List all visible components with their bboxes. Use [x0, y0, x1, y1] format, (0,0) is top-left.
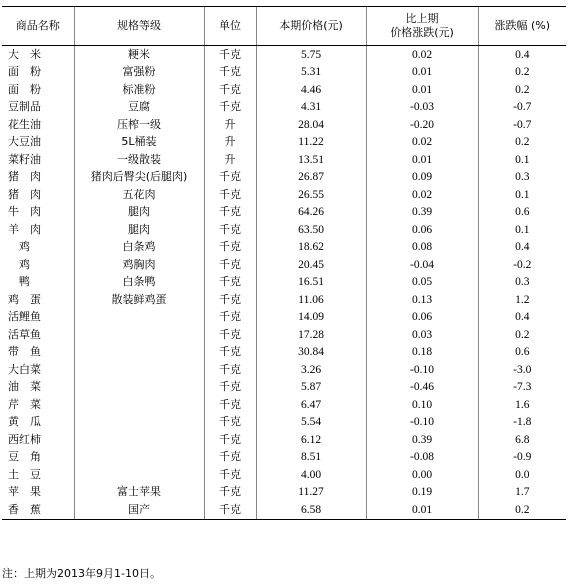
cell-change: 0.39: [366, 204, 478, 222]
cell-name: 鸡: [8, 257, 30, 271]
table-row: [2, 414, 566, 432]
cell-price: 63.50: [256, 221, 366, 239]
cell-unit: 千克: [204, 344, 256, 362]
cell-grade: 豆腐: [74, 99, 204, 117]
cell-name: 带 鱼: [8, 345, 41, 359]
cell-change: 0.39: [366, 431, 478, 449]
cell-name: 土 豆: [8, 467, 41, 481]
cell-pct: 6.8: [478, 431, 566, 449]
cell-name: 油 菜: [8, 380, 41, 394]
cell-change: 0.08: [366, 239, 478, 257]
table-row: [2, 221, 566, 239]
cell-change: -0.10: [366, 414, 478, 432]
cell-change: 0.06: [366, 221, 478, 239]
header-change-line2: 价格涨跌(元): [390, 26, 454, 39]
cell-grade: [74, 379, 204, 397]
cell-pct: -3.0: [478, 361, 566, 379]
cell-unit: 千克: [204, 64, 256, 82]
cell-price: 26.55: [256, 186, 366, 204]
cell-price: 13.51: [256, 151, 366, 169]
table-row: [2, 466, 566, 484]
table-row: [2, 256, 566, 274]
cell-unit: 千克: [204, 291, 256, 309]
table-row: [2, 326, 566, 344]
cell-price: 6.58: [256, 501, 366, 519]
cell-name: 鸡: [8, 240, 30, 254]
table-row: [2, 484, 566, 502]
cell-name: 面 粉: [8, 65, 41, 79]
cell-change: 0.01: [366, 81, 478, 99]
header-grade: 规格等级: [74, 7, 204, 46]
cell-name: 菜籽油: [8, 152, 41, 166]
cell-pct: 0.1: [478, 221, 566, 239]
header-pct: 涨跌幅 (%): [478, 7, 566, 46]
cell-price: 11.22: [256, 134, 366, 152]
price-table: [2, 6, 566, 520]
cell-price: 4.00: [256, 466, 366, 484]
cell-change: -0.04: [366, 256, 478, 274]
cell-unit: 千克: [204, 326, 256, 344]
cell-unit: 千克: [204, 484, 256, 502]
cell-price: 11.27: [256, 484, 366, 502]
cell-unit: 千克: [204, 239, 256, 257]
cell-change: 0.18: [366, 344, 478, 362]
cell-name: 花生油: [8, 117, 41, 131]
cell-price: 14.09: [256, 309, 366, 327]
header-change: [366, 7, 478, 46]
cell-change: -0.08: [366, 449, 478, 467]
cell-price: 16.51: [256, 274, 366, 292]
header-price: 本期价格(元): [256, 7, 366, 46]
cell-grade: 白条鸭: [74, 274, 204, 292]
cell-grade: [74, 414, 204, 432]
cell-unit: 千克: [204, 396, 256, 414]
cell-name: 猪 肉: [8, 170, 41, 184]
cell-price: 4.46: [256, 81, 366, 99]
cell-name: 黄 瓜: [8, 415, 41, 429]
header-change-line1: 比上期: [405, 12, 439, 25]
cell-name: 猪 肉: [8, 187, 41, 201]
cell-name: 大白菜: [8, 362, 41, 376]
cell-pct: 0.6: [478, 344, 566, 362]
table-row: [2, 204, 566, 222]
cell-grade: 5L桶装: [74, 134, 204, 152]
cell-unit: 千克: [204, 361, 256, 379]
table-row: [2, 169, 566, 187]
cell-unit: 升: [204, 116, 256, 134]
cell-pct: 0.2: [478, 81, 566, 99]
cell-price: 5.54: [256, 414, 366, 432]
cell-grade: [74, 344, 204, 362]
table-row: [2, 134, 566, 152]
cell-price: 8.51: [256, 449, 366, 467]
cell-unit: 千克: [204, 46, 256, 64]
cell-grade: [74, 309, 204, 327]
table-row: [2, 291, 566, 309]
table-row: [2, 361, 566, 379]
cell-pct: 0.4: [478, 309, 566, 327]
cell-price: 5.31: [256, 64, 366, 82]
cell-price: 5.87: [256, 379, 366, 397]
cell-pct: 1.2: [478, 291, 566, 309]
table-header-row: [2, 7, 566, 46]
cell-name: 面 粉: [8, 82, 41, 96]
cell-change: 0.13: [366, 291, 478, 309]
cell-grade: [74, 396, 204, 414]
cell-pct: 0.0: [478, 466, 566, 484]
cell-name: 苹 果: [8, 485, 41, 499]
cell-name: 羊 肉: [8, 222, 41, 236]
table-row: [2, 344, 566, 362]
cell-unit: 千克: [204, 256, 256, 274]
cell-price: 3.26: [256, 361, 366, 379]
cell-unit: 千克: [204, 466, 256, 484]
cell-pct: 0.4: [478, 46, 566, 64]
cell-grade: 国产: [74, 501, 204, 519]
cell-name: 鸭: [8, 275, 30, 289]
cell-name: 活草鱼: [8, 327, 41, 341]
cell-unit: 千克: [204, 309, 256, 327]
cell-change: -0.03: [366, 99, 478, 117]
cell-change: -0.10: [366, 361, 478, 379]
cell-change: 0.19: [366, 484, 478, 502]
cell-name: 芹 菜: [8, 397, 41, 411]
cell-unit: 千克: [204, 379, 256, 397]
table-row: [2, 151, 566, 169]
cell-unit: 千克: [204, 204, 256, 222]
cell-unit: 千克: [204, 186, 256, 204]
table-row: [2, 501, 566, 519]
cell-unit: 千克: [204, 414, 256, 432]
cell-grade: 白条鸡: [74, 239, 204, 257]
cell-pct: 0.3: [478, 169, 566, 187]
cell-price: 28.04: [256, 116, 366, 134]
cell-price: 6.12: [256, 431, 366, 449]
cell-pct: 0.4: [478, 239, 566, 257]
cell-change: 0.01: [366, 151, 478, 169]
cell-price: 30.84: [256, 344, 366, 362]
cell-price: 17.28: [256, 326, 366, 344]
cell-unit: 千克: [204, 449, 256, 467]
cell-unit: 升: [204, 151, 256, 169]
cell-price: 26.87: [256, 169, 366, 187]
table-body: [2, 46, 566, 520]
cell-name: 豆 角: [8, 450, 41, 464]
cell-pct: 0.2: [478, 64, 566, 82]
cell-unit: 千克: [204, 274, 256, 292]
cell-change: 0.10: [366, 396, 478, 414]
cell-pct: 1.7: [478, 484, 566, 502]
table-row: [2, 81, 566, 99]
cell-grade: 富强粉: [74, 64, 204, 82]
cell-name: 鸡 蛋: [8, 292, 41, 306]
cell-pct: 1.6: [478, 396, 566, 414]
cell-change: 0.02: [366, 186, 478, 204]
table-row: [2, 449, 566, 467]
cell-pct: 0.1: [478, 186, 566, 204]
cell-price: 5.75: [256, 46, 366, 64]
cell-pct: 0.2: [478, 134, 566, 152]
cell-grade: 腿肉: [74, 221, 204, 239]
cell-grade: 散装鲜鸡蛋: [74, 291, 204, 309]
cell-price: 4.31: [256, 99, 366, 117]
header-name: 商品名称: [2, 7, 74, 46]
cell-name: 大 米: [8, 47, 41, 61]
table-row: [2, 379, 566, 397]
cell-grade: 猪肉后臀尖(后腿肉): [74, 169, 204, 187]
cell-price: 20.45: [256, 256, 366, 274]
cell-grade: [74, 449, 204, 467]
cell-name: 大豆油: [8, 135, 41, 149]
cell-pct: -7.3: [478, 379, 566, 397]
cell-pct: 0.2: [478, 326, 566, 344]
cell-grade: 粳米: [74, 46, 204, 64]
table-row: [2, 396, 566, 414]
cell-change: 0.02: [366, 46, 478, 64]
cell-change: 0.01: [366, 64, 478, 82]
cell-grade: [74, 431, 204, 449]
cell-change: 0.05: [366, 274, 478, 292]
cell-unit: 千克: [204, 169, 256, 187]
cell-name: 西红柿: [8, 432, 41, 446]
cell-grade: 腿肉: [74, 204, 204, 222]
table-row: [2, 64, 566, 82]
table-row: [2, 46, 566, 64]
cell-unit: 千克: [204, 99, 256, 117]
cell-pct: 0.1: [478, 151, 566, 169]
table-row: [2, 99, 566, 117]
cell-pct: -1.8: [478, 414, 566, 432]
cell-change: 0.00: [366, 466, 478, 484]
cell-unit: 千克: [204, 221, 256, 239]
table-row: [2, 186, 566, 204]
table-row: [2, 116, 566, 134]
cell-change: 0.06: [366, 309, 478, 327]
footnote: 注：上期为2013年9月1-10日。: [2, 567, 161, 580]
cell-change: 0.03: [366, 326, 478, 344]
cell-pct: 0.2: [478, 501, 566, 519]
table-row: [2, 431, 566, 449]
cell-change: -0.46: [366, 379, 478, 397]
cell-grade: 压榨一级: [74, 116, 204, 134]
cell-grade: [74, 361, 204, 379]
table-row: [2, 309, 566, 327]
table-row: [2, 274, 566, 292]
cell-unit: 千克: [204, 431, 256, 449]
cell-pct: 0.3: [478, 274, 566, 292]
cell-change: 0.09: [366, 169, 478, 187]
cell-name: 香 蕉: [2, 501, 74, 519]
cell-price: 6.47: [256, 396, 366, 414]
cell-grade: [74, 466, 204, 484]
cell-unit: 千克: [204, 501, 256, 519]
cell-pct: -0.2: [478, 256, 566, 274]
cell-grade: [74, 326, 204, 344]
cell-name: 豆制品: [8, 100, 41, 114]
cell-change: 0.01: [366, 501, 478, 519]
cell-grade: 鸡胸肉: [74, 256, 204, 274]
header-unit: 单位: [204, 7, 256, 46]
cell-change: -0.20: [366, 116, 478, 134]
cell-price: 64.26: [256, 204, 366, 222]
cell-pct: -0.7: [478, 99, 566, 117]
cell-grade: 标准粉: [74, 81, 204, 99]
cell-grade: 一级散装: [74, 151, 204, 169]
cell-price: 18.62: [256, 239, 366, 257]
table-row: [2, 239, 566, 257]
cell-pct: -0.9: [478, 449, 566, 467]
cell-unit: 千克: [204, 81, 256, 99]
cell-name: 活鲤鱼: [8, 310, 41, 324]
cell-name: 牛 肉: [8, 205, 41, 219]
cell-pct: 0.6: [478, 204, 566, 222]
cell-pct: -0.7: [478, 116, 566, 134]
cell-unit: 升: [204, 134, 256, 152]
cell-price: 11.06: [256, 291, 366, 309]
cell-grade: 五花肉: [74, 186, 204, 204]
cell-grade: 富士苹果: [74, 484, 204, 502]
cell-change: 0.02: [366, 134, 478, 152]
